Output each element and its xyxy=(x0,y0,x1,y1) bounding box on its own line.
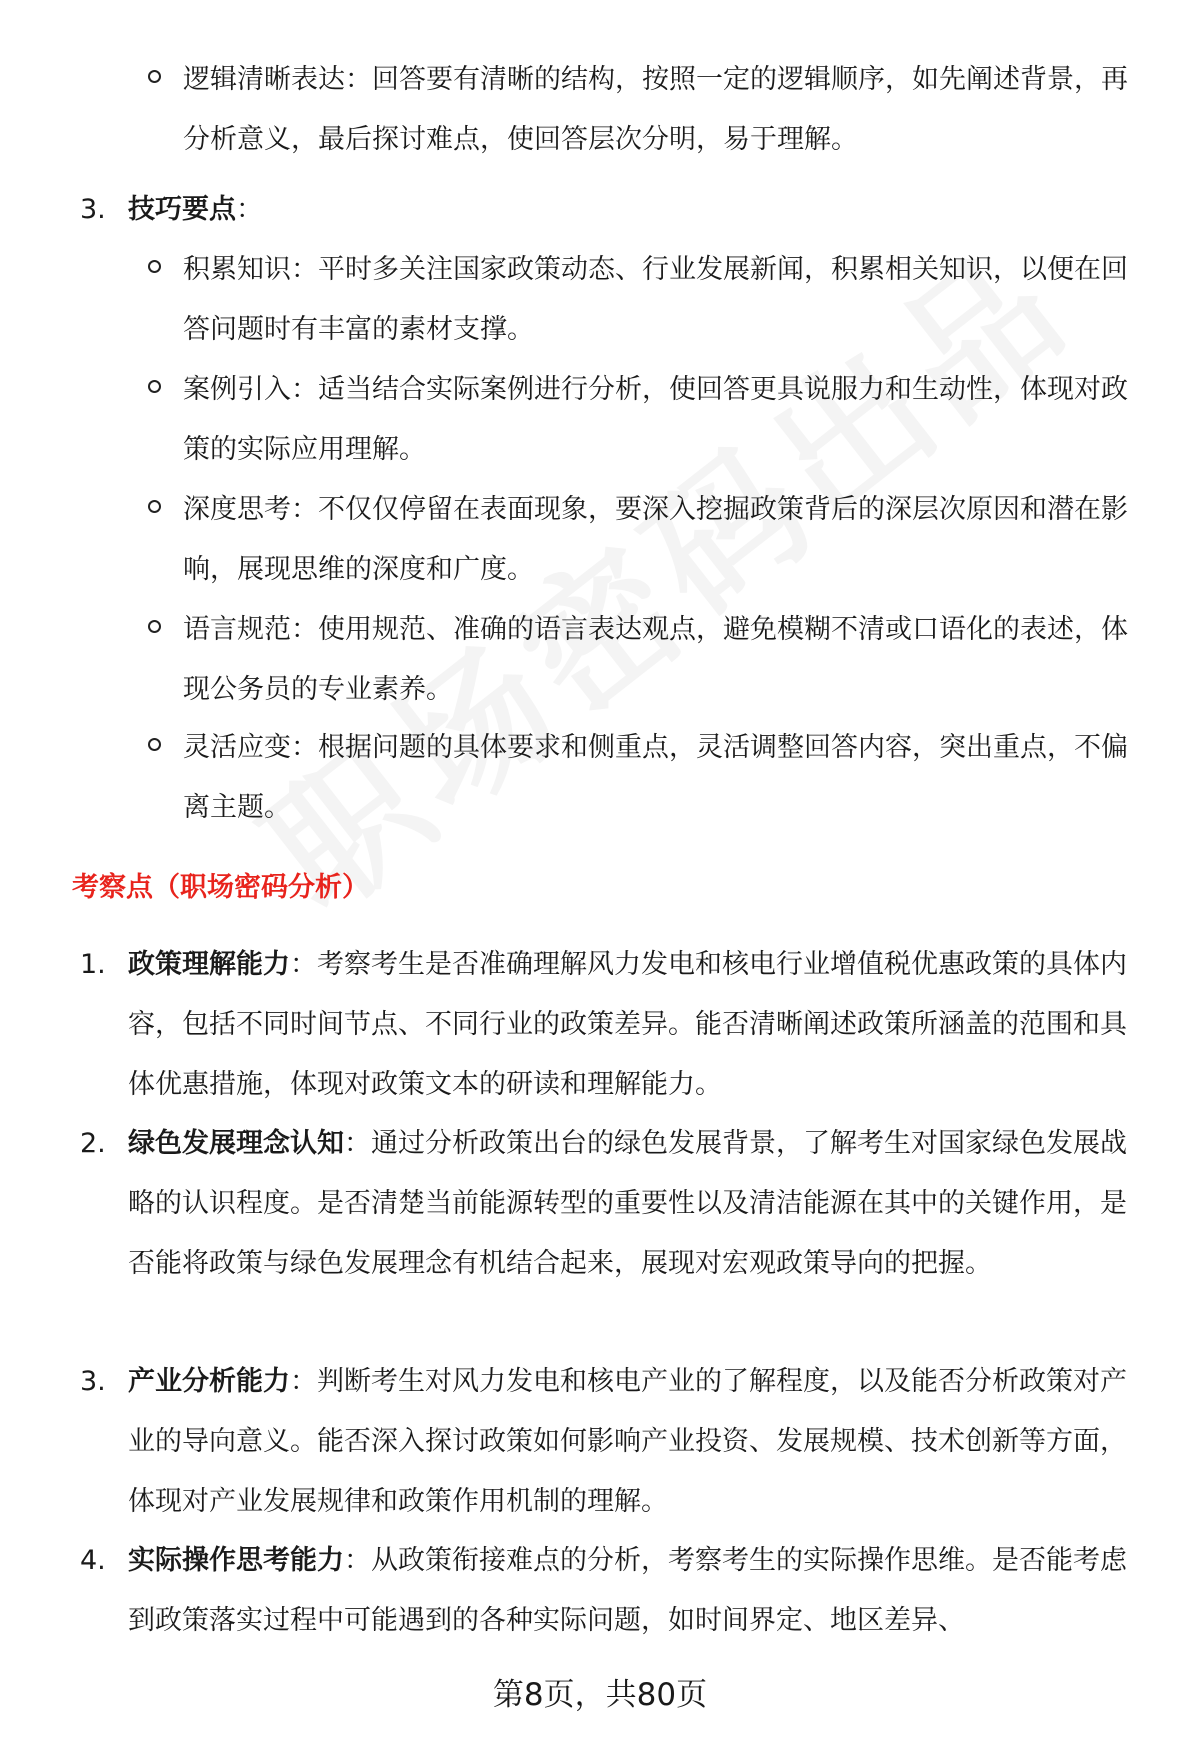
bullet-text: ：回答要有清晰的结构，按照一定的逻辑顺序，如先阐述背景，再分析意义，最后探讨难点，使回答层次分明，易于理解。 xyxy=(183,64,1128,155)
numbered-item xyxy=(80,1114,1150,1294)
sub-bullet-item xyxy=(148,50,1148,170)
bullet-label: 灵活应变 xyxy=(183,732,291,763)
item-number: 1. xyxy=(80,949,106,980)
item-title: 实际操作思考能力 xyxy=(128,1545,344,1576)
item-title: 技巧要点 xyxy=(128,194,236,225)
item-text: ：从政策衔接难点的分析，考察考生的实际操作思维。是否能考虑到政策落实过程中可能遇到的各种实际问题，如时间界定、地区差异、 xyxy=(128,1545,1127,1636)
item-text: ：考察考生是否准确理解风力发电和核电行业增值税优惠政策的具体内容，包括不同时间节点、不同行业的政策差异。能否清晰阐述政策所涵盖的范围和具体优惠措施，体现对政策文本的研读和理解能力。 xyxy=(128,949,1127,1100)
item-text: ：通过分析政策出台的绿色发展背景，了解考生对国家绿色发展战略的认识程度。是否清楚当前能源转型的重要性以及清洁能源在其中的关键作用，是否能将政策与绿色发展理念有机结合起来，展现对宏观政策导向的把握。 xyxy=(128,1128,1127,1279)
bullet-text: ：不仅仅停留在表面现象，要深入挖掘政策背后的深层次原因和潜在影响，展现思维的深度和广度。 xyxy=(183,494,1128,585)
sub-bullet-item xyxy=(148,600,1148,720)
bullet-text: ：使用规范、准确的语言表达观点，避免模糊不清或口语化的表述，体现公务员的专业素养。 xyxy=(183,614,1128,705)
hollow-circle-bullet-icon xyxy=(148,500,161,513)
bullet-label: 深度思考 xyxy=(183,494,291,525)
sub-bullet-item xyxy=(148,360,1148,480)
page-number-footer: 第8页，共80页 xyxy=(492,1677,708,1713)
item-number: 2. xyxy=(80,1128,106,1159)
bullet-text: ：适当结合实际案例进行分析，使回答更具说服力和生动性，体现对政策的实际应用理解。 xyxy=(183,374,1128,465)
bullet-label: 逻辑清晰表达 xyxy=(183,64,345,95)
sub-bullet-item xyxy=(148,718,1148,838)
numbered-item xyxy=(80,1352,1150,1532)
numbered-item xyxy=(80,1531,1150,1651)
numbered-item-skills xyxy=(80,180,1150,240)
item-number: 3. xyxy=(80,194,106,225)
bullet-label: 案例引入 xyxy=(183,374,291,405)
hollow-circle-bullet-icon xyxy=(148,70,161,83)
sub-bullet-item xyxy=(148,480,1148,600)
bullet-text: ：根据问题的具体要求和侧重点，灵活调整回答内容，突出重点，不偏离主题。 xyxy=(183,732,1128,823)
numbered-item xyxy=(80,935,1150,1115)
item-number: 3. xyxy=(80,1366,106,1397)
item-colon: ： xyxy=(236,194,263,225)
item-title: 绿色发展理念认知 xyxy=(128,1128,344,1159)
item-text: ：判断考生对风力发电和核电产业的了解程度，以及能否分析政策对产业的导向意义。能否深入探讨政策如何影响产业投资、发展规模、技术创新等方面，体现对产业发展规律和政策作用机制的理解。 xyxy=(128,1366,1127,1517)
bullet-label: 语言规范 xyxy=(183,614,291,645)
hollow-circle-bullet-icon xyxy=(148,260,161,273)
section-heading: 考察点（职场密码分析） xyxy=(72,872,369,903)
hollow-circle-bullet-icon xyxy=(148,380,161,393)
item-title: 政策理解能力 xyxy=(128,949,290,980)
bullet-label: 积累知识 xyxy=(183,254,291,285)
item-title: 产业分析能力 xyxy=(128,1366,290,1397)
hollow-circle-bullet-icon xyxy=(148,620,161,633)
sub-bullet-item xyxy=(148,240,1148,360)
bullet-text: ：平时多关注国家政策动态、行业发展新闻，积累相关知识，以便在回答问题时有丰富的素材支撑。 xyxy=(183,254,1128,345)
item-number: 4. xyxy=(80,1545,106,1576)
hollow-circle-bullet-icon xyxy=(148,738,161,751)
